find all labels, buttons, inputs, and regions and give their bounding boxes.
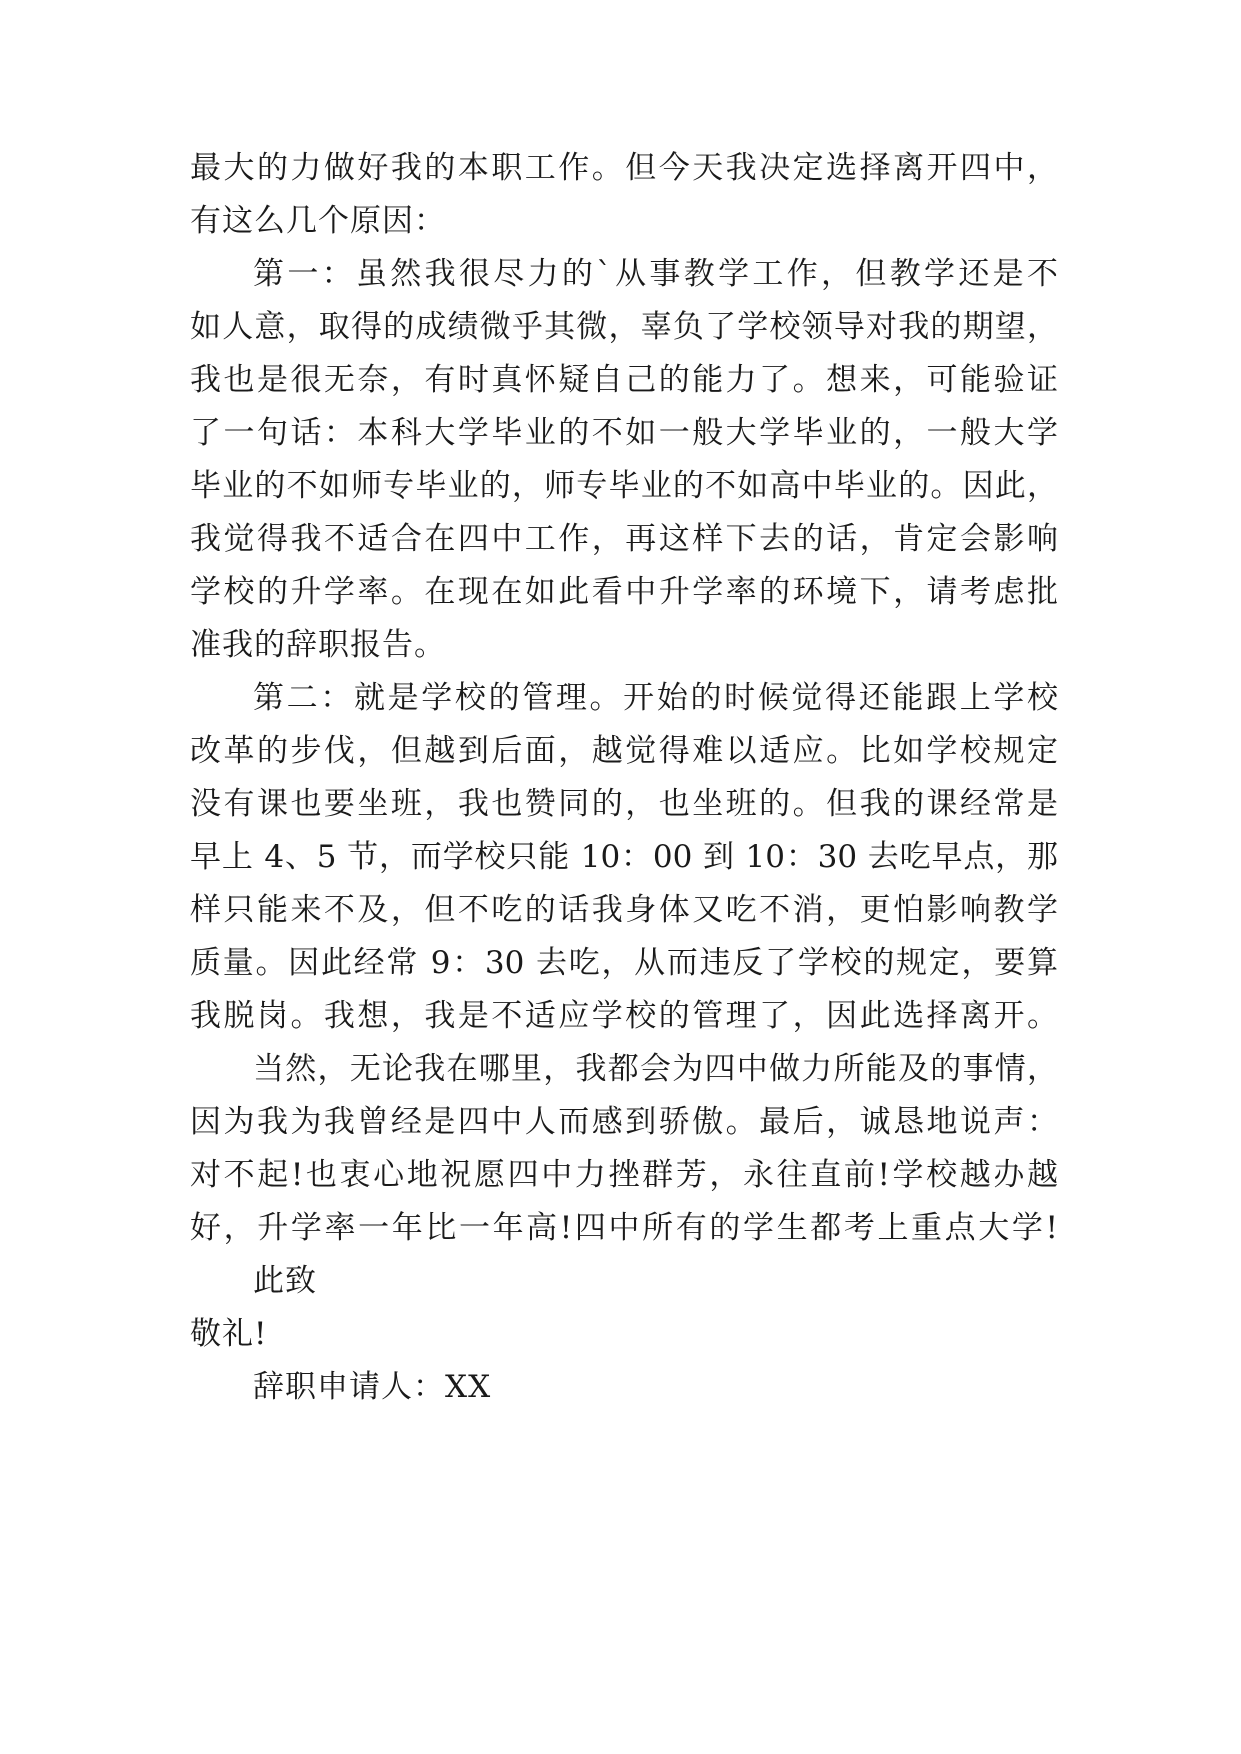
text-line: 毕业的不如师专毕业的，师专毕业的不如高中毕业的。因此， — [190, 468, 1058, 504]
text-line: 学校的升学率。在现在如此看中升学率的环境下，请考虑批 — [190, 574, 1058, 610]
signature-line: 辞职申请人：XX — [253, 1369, 492, 1405]
text-line: 准我的辞职报告。 — [190, 627, 446, 663]
paragraph-first-line: 第一：虽然我很尽力的`从事教学工作，但教学还是不 — [253, 256, 1058, 292]
text-line: 了一句话：本科大学毕业的不如一般大学毕业的，一般大学 — [190, 415, 1058, 451]
text-line: 没有课也要坐班，我也赞同的，也坐班的。但我的课经常是 — [190, 786, 1058, 822]
text-line: 最大的力做好我的本职工作。但今天我决定选择离开四中， — [190, 150, 1058, 186]
text-line: 好，升学率一年比一年高!四中所有的学生都考上重点大学! — [190, 1210, 1058, 1246]
text-line: 我也是很无奈，有时真怀疑自己的能力了。想来，可能验证 — [190, 362, 1058, 398]
text-line: 有这么几个原因： — [190, 203, 446, 239]
text-line: 我觉得我不适合在四中工作，再这样下去的话，肯定会影响 — [190, 521, 1058, 557]
closing-greeting: 敬礼! — [190, 1316, 268, 1352]
closing-salutation: 此致 — [253, 1263, 317, 1299]
paragraph-first-line: 当然，无论我在哪里，我都会为四中做力所能及的事情， — [253, 1051, 1058, 1087]
text-line: 我脱岗。我想，我是不适应学校的管理了，因此选择离开。 — [190, 998, 1058, 1034]
text-line: 早上 4、5 节，而学校只能 10：00 到 10：30 去吃早点，那 — [190, 839, 1058, 875]
text-line: 因为我为我曾经是四中人而感到骄傲。最后，诚恳地说声： — [190, 1104, 1058, 1140]
text-line: 如人意，取得的成绩微乎其微，辜负了学校领导对我的期望， — [190, 309, 1058, 345]
text-line: 对不起!也衷心地祝愿四中力挫群芳，永往直前!学校越办越 — [190, 1157, 1058, 1193]
text-line: 质量。因此经常 9：30 去吃，从而违反了学校的规定，要算 — [190, 945, 1058, 981]
text-line: 改革的步伐，但越到后面，越觉得难以适应。比如学校规定 — [190, 733, 1058, 769]
paragraph-first-line: 第二：就是学校的管理。开始的时候觉得还能跟上学校 — [253, 680, 1058, 716]
text-line: 样只能来不及，但不吃的话我身体又吃不消，更怕影响教学 — [190, 892, 1058, 928]
